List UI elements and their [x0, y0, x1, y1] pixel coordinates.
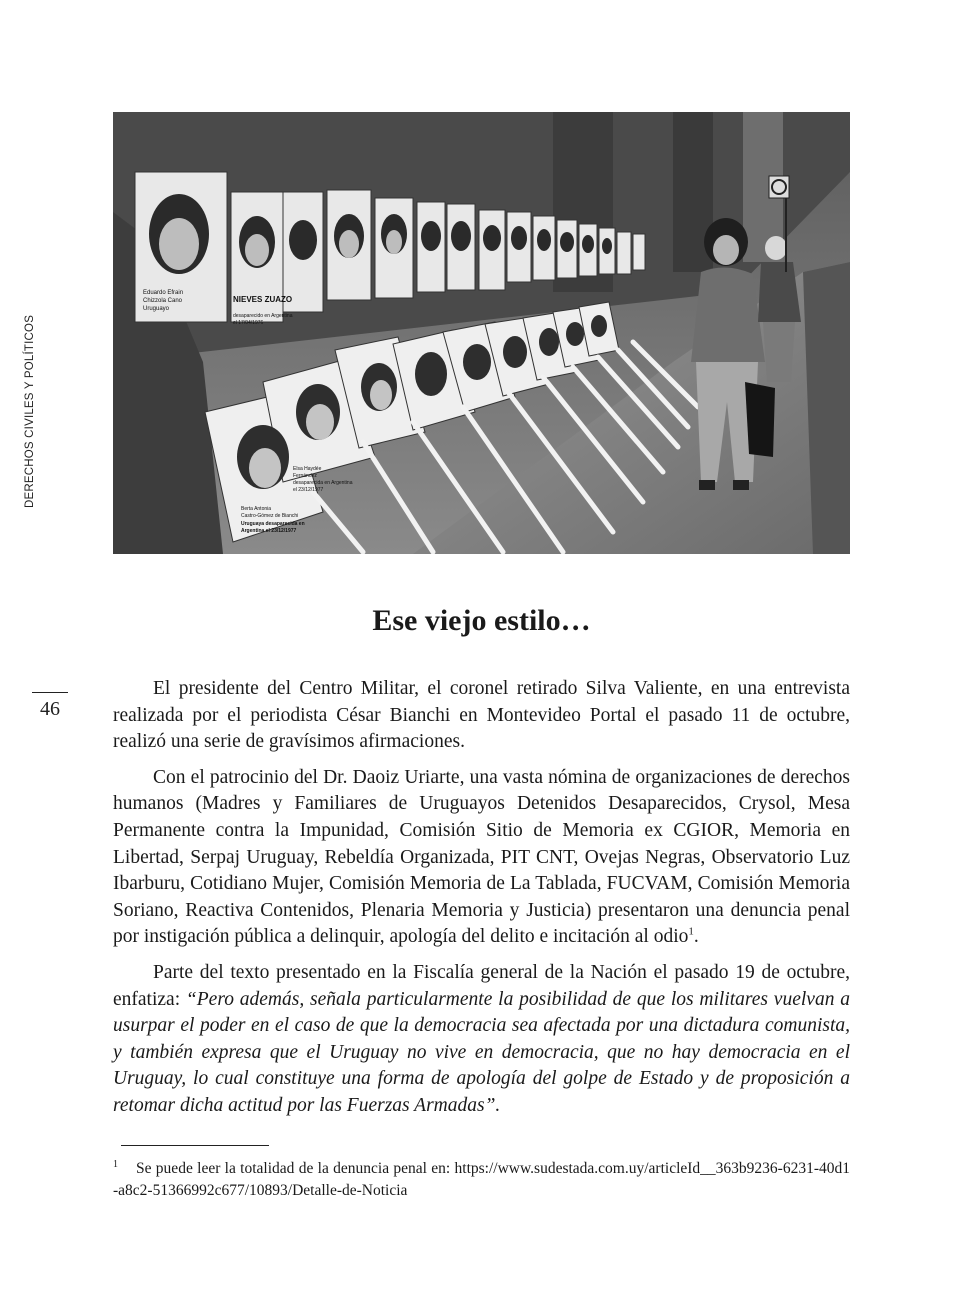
sign-text: NIEVES ZUAZO: [233, 295, 293, 304]
paragraph-3: [113, 960, 850, 1120]
sign-text: Fernández: [293, 473, 317, 479]
page-number-rule: [32, 692, 68, 693]
paragraph-3-quote: “Pero además, señala particularmente la posibilidad de que los militares vuelvan a usurpar el poder en el caso de que la democracia sea afectada por una dictadura comunista, y también expresa que el Uruguay no vive en democracia, que no hay democracia en el Uruguay, lo cual constituye una forma de apología del golpe de Estado y de proposición a retomar dicha actitud por las Fuerzas Armadas”.: [113, 988, 850, 1116]
sign-text: Uruguaya desaparecida en: [241, 521, 305, 527]
sign-text: Berta Antonia: [241, 506, 272, 512]
sign-text: Chizzola Cano: [143, 298, 183, 304]
sign-text: el 23/12/1977: [293, 487, 324, 493]
footnote-text[interactable]: Se puede leer la totalidad de la denuncia penal en: https://www.sudestada.com.uy/articleId__363b9236-6231-40d1-a8c2-51366992c677/10893/Detalle-de-Noticia: [113, 1160, 850, 1200]
sign-text: desaparecido en Argentina: [233, 313, 293, 319]
sign-text: Elsa Haydée: [293, 466, 322, 472]
section-side-label: DERECHOS CIVILES Y POLÍTICOS: [24, 314, 36, 508]
footnote-rule: [121, 1145, 269, 1146]
sign-text: Eduardo Efrain: [143, 290, 184, 296]
footnote: [113, 1154, 850, 1202]
paragraph-2: [113, 765, 850, 951]
memorial-photo: [113, 112, 850, 554]
paragraph-3-text: Parte del texto presentado en la Fiscalía general de la Nación el pasado 19 de octubre, enfatiza:: [113, 961, 850, 1010]
article-title: Ese viejo estilo…: [372, 604, 591, 637]
page-number: 46: [40, 698, 60, 720]
sign-text: el 17/04/1976: [233, 320, 264, 326]
footnote-mark: 1: [113, 1159, 118, 1170]
article-body: [113, 676, 850, 1129]
sign-text: Uruguayo: [143, 306, 170, 312]
footnote-reference[interactable]: 1: [688, 925, 694, 938]
paragraph-1: El presidente del Centro Militar, el coronel retirado Silva Valiente, en una entrevista realizada por el periodista César Bianchi en Montevideo Portal el pasado 11 de octubre, realizó una serie de gravísimos afirmaciones.: [113, 678, 850, 753]
paragraph-2-end: .: [693, 926, 699, 948]
sign-text: Argentina el 23/12/1977: [241, 528, 297, 534]
paragraph-2-text: Con el patrocinio del Dr. Daoiz Uriarte, una vasta nómina de organizaciones de derechos humanos (Madres y Familiares de Uruguayos Detenidos Desaparecidos, Crysol, Mesa Permanente contra la Impunidad, Comisión Sitio de Memoria ex CGIOR, Memoria en Libertad, Serpaj Uruguay, Rebeldía Organizada, PIT CNT, Ovejas Negras, Observatorio Luz Ibarburu, Cotidiano Mujer, Comisión Memoria de La Tablada, FUCVAM, Comisión Memoria Soriano, Reactiva Contenidos, Plenaria Memoria y Justicia) presentaron una denuncia penal por instigación pública a delinquir, apología del delito e incitación al odio: [113, 766, 850, 948]
sign-text: desaparecida en Argentina: [293, 480, 353, 486]
sign-text: Castro-Gómez de Bianchi: [241, 513, 299, 519]
